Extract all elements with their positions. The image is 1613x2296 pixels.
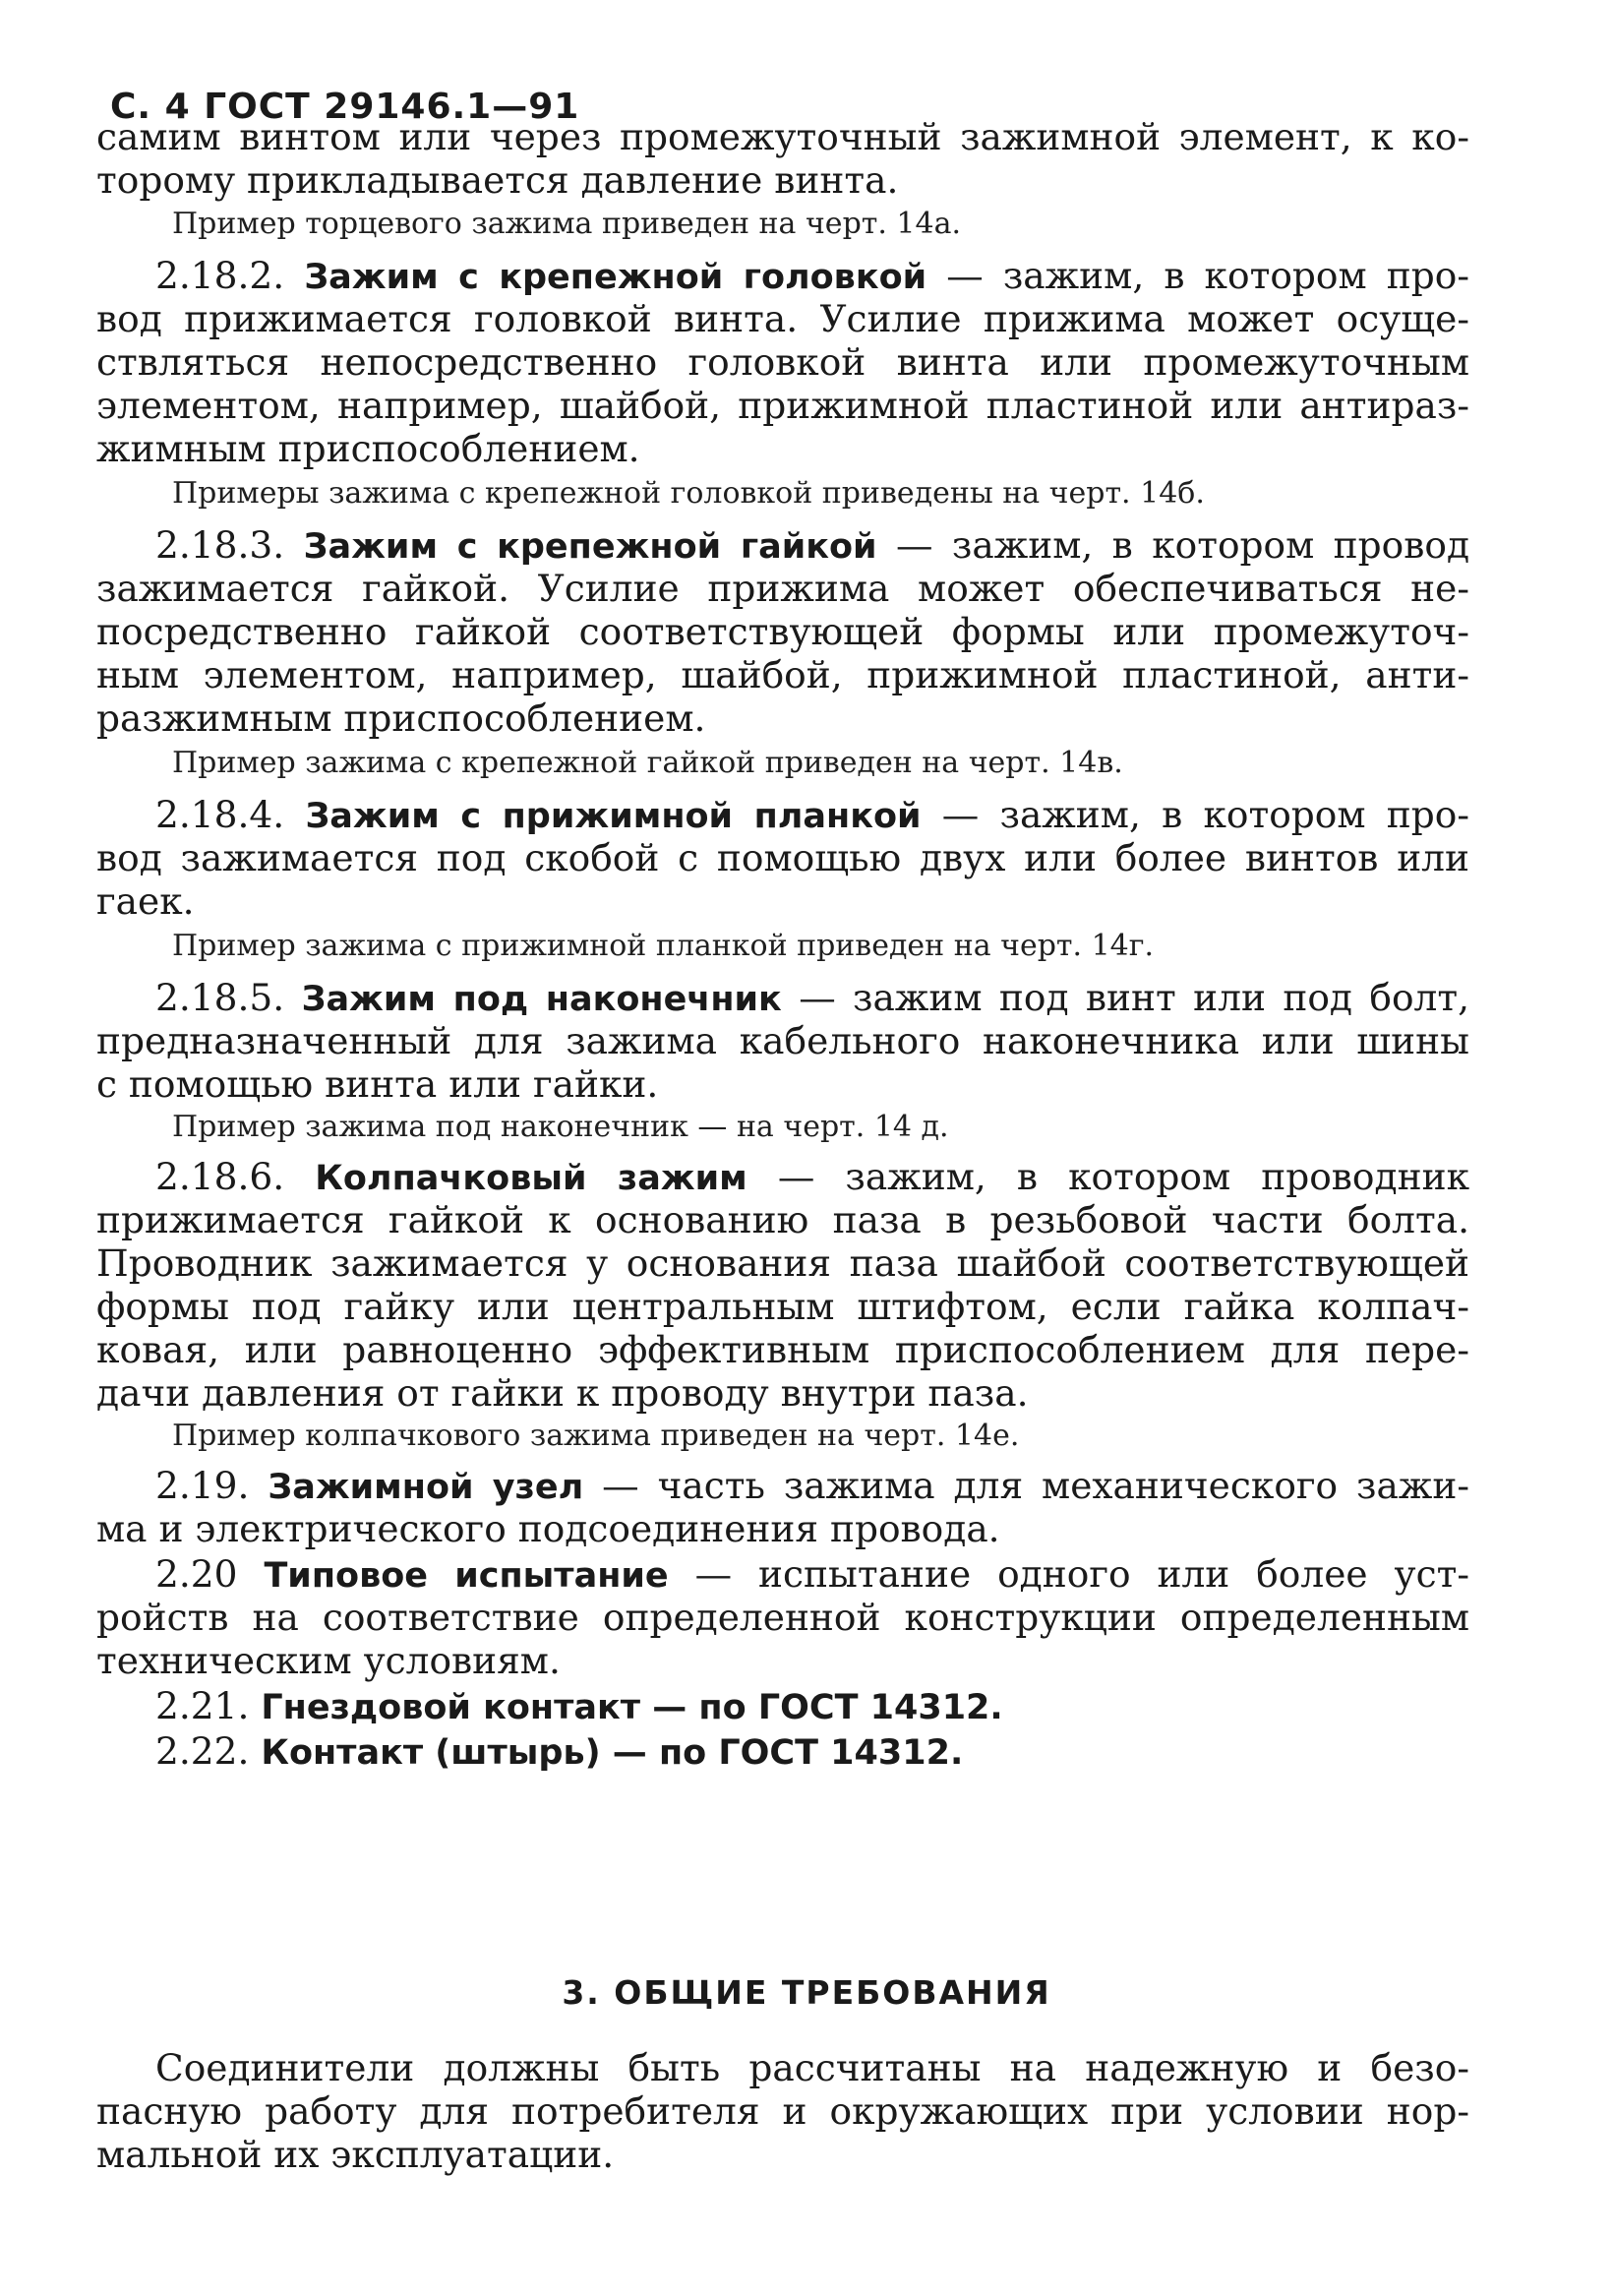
- text-line: торому прикладывается давление винта.: [96, 158, 899, 202]
- definition-text: — испытание одного или более уст-: [694, 1552, 1469, 1596]
- definition-2-18-6: [155, 1155, 1469, 1200]
- clause-number: 2.18.2.: [155, 254, 285, 297]
- term: Зажим с крепежной гайкой: [303, 527, 877, 567]
- text-line: ковая, или равноценно эффективным приспособлением для пере-: [96, 1328, 1469, 1371]
- text-line: Соединители должны быть рассчитаны на надежную и безо-: [155, 2046, 1469, 2089]
- definition-2-18-2: [155, 254, 1469, 299]
- example-note: Пример зажима под наконечник — на черт. 14 д.: [172, 1110, 949, 1144]
- definition-text: — зажим, в котором проводник: [777, 1155, 1470, 1198]
- text-line: прижимается гайкой к основанию паза в резьбовой части болта.: [96, 1198, 1469, 1241]
- clause-number: 2.18.6.: [155, 1155, 285, 1198]
- term: Колпачковый зажим: [315, 1159, 747, 1198]
- term: Зажимной узел: [268, 1468, 584, 1507]
- text-line: техническим условиям.: [96, 1639, 561, 1682]
- text-line: мальной их эксплуатации.: [96, 2133, 615, 2176]
- definition-text: — зажим, в котором провод: [896, 523, 1470, 567]
- term: Зажим под наконечник: [301, 980, 782, 1019]
- text-line: ма и электрического подсоединения провода.: [96, 1507, 1000, 1550]
- text-line: элементом, например, шайбой, прижимной пластиной или антираз-: [96, 384, 1469, 427]
- text-line: самим винтом или через промежуточный зажимной элемент, к ко-: [96, 115, 1469, 158]
- term: Зажим с крепежной головкой: [304, 258, 927, 297]
- definition-2-18-5: [155, 976, 1469, 1021]
- text-line: ным элементом, например, шайбой, прижимной пластиной, анти-: [96, 653, 1469, 696]
- text-line: пасную работу для потребителя и окружающих при условии нор-: [96, 2089, 1469, 2133]
- text-line: жимным приспособлением.: [96, 427, 640, 470]
- definition-2-22: [155, 1729, 1469, 1775]
- example-note: Пример зажима с прижимной планкой приведен на черт. 14г.: [172, 929, 1155, 963]
- section-title: 3. ОБЩИЕ ТРЕБОВАНИЯ: [562, 1973, 1051, 2012]
- clause-number: 2.22.: [155, 1729, 250, 1773]
- clause-number: 2.19.: [155, 1464, 250, 1507]
- definition-text: — зажим, в котором про-: [941, 793, 1470, 836]
- clause-number: 2.18.5.: [155, 976, 285, 1019]
- page-header: С. 4 ГОСТ 29146.1—91: [110, 87, 580, 127]
- definition-2-18-3: [155, 523, 1469, 569]
- text-line: посредственно гайкой соответствующей формы или промежуточ-: [96, 610, 1469, 653]
- clause-number: 2.18.3.: [155, 523, 285, 567]
- definition-text: — зажим под винт или под болт,: [799, 976, 1470, 1019]
- clause-number: 2.21.: [155, 1684, 250, 1727]
- example-note: Примеры зажима с крепежной головкой приведены на черт. 14б.: [172, 476, 1205, 511]
- definition-text: — часть зажима для механического зажи-: [602, 1464, 1470, 1507]
- definition-2-18-4: [155, 793, 1469, 838]
- text-line: ствляться непосредственно головкой винта или промежуточным: [96, 340, 1469, 384]
- text-line: зажимается гайкой. Усилие прижима может обеспечиваться не-: [96, 567, 1469, 610]
- clause-number: 2.18.4.: [155, 793, 285, 836]
- example-note: Пример торцевого зажима приведен на черт. 14а.: [172, 207, 962, 241]
- definition-text: — зажим, в котором про-: [946, 254, 1469, 297]
- example-note: Пример зажима с крепежной гайкой приведен на черт. 14в.: [172, 746, 1123, 780]
- clause-number: 2.20: [155, 1552, 238, 1596]
- text-line: ройств на соответствие определенной конструкции определенным: [96, 1596, 1469, 1639]
- term: Гнездовой контакт — по ГОСТ 14312.: [261, 1688, 1003, 1727]
- term: Зажим с прижимной планкой: [305, 797, 922, 836]
- text-line: дачи давления от гайки к проводу внутри паза.: [96, 1371, 1029, 1415]
- term: Контакт (штырь) — по ГОСТ 14312.: [261, 1733, 964, 1773]
- definition-2-19: [155, 1464, 1469, 1509]
- text-line: гаек.: [96, 879, 195, 923]
- term: Типовое испытание: [264, 1556, 669, 1596]
- example-note: Пример колпачкового зажима приведен на черт. 14е.: [172, 1419, 1020, 1453]
- text-line: разжимным приспособлением.: [96, 696, 706, 740]
- text-line: предназначенный для зажима кабельного наконечника или шины: [96, 1019, 1469, 1062]
- text-line: формы под гайку или центральным штифтом, если гайка колпач-: [96, 1285, 1469, 1328]
- text-line: вод зажимается под скобой с помощью двух или более винтов или: [96, 836, 1469, 879]
- text-line: с помощью винта или гайки.: [96, 1062, 659, 1106]
- text-line: Проводник зажимается у основания паза шайбой соответствующей: [96, 1241, 1469, 1285]
- definition-2-21: [155, 1684, 1469, 1729]
- definition-2-20: [155, 1552, 1469, 1598]
- text-line: вод прижимается головкой винта. Усилие прижима может осуще-: [96, 297, 1469, 340]
